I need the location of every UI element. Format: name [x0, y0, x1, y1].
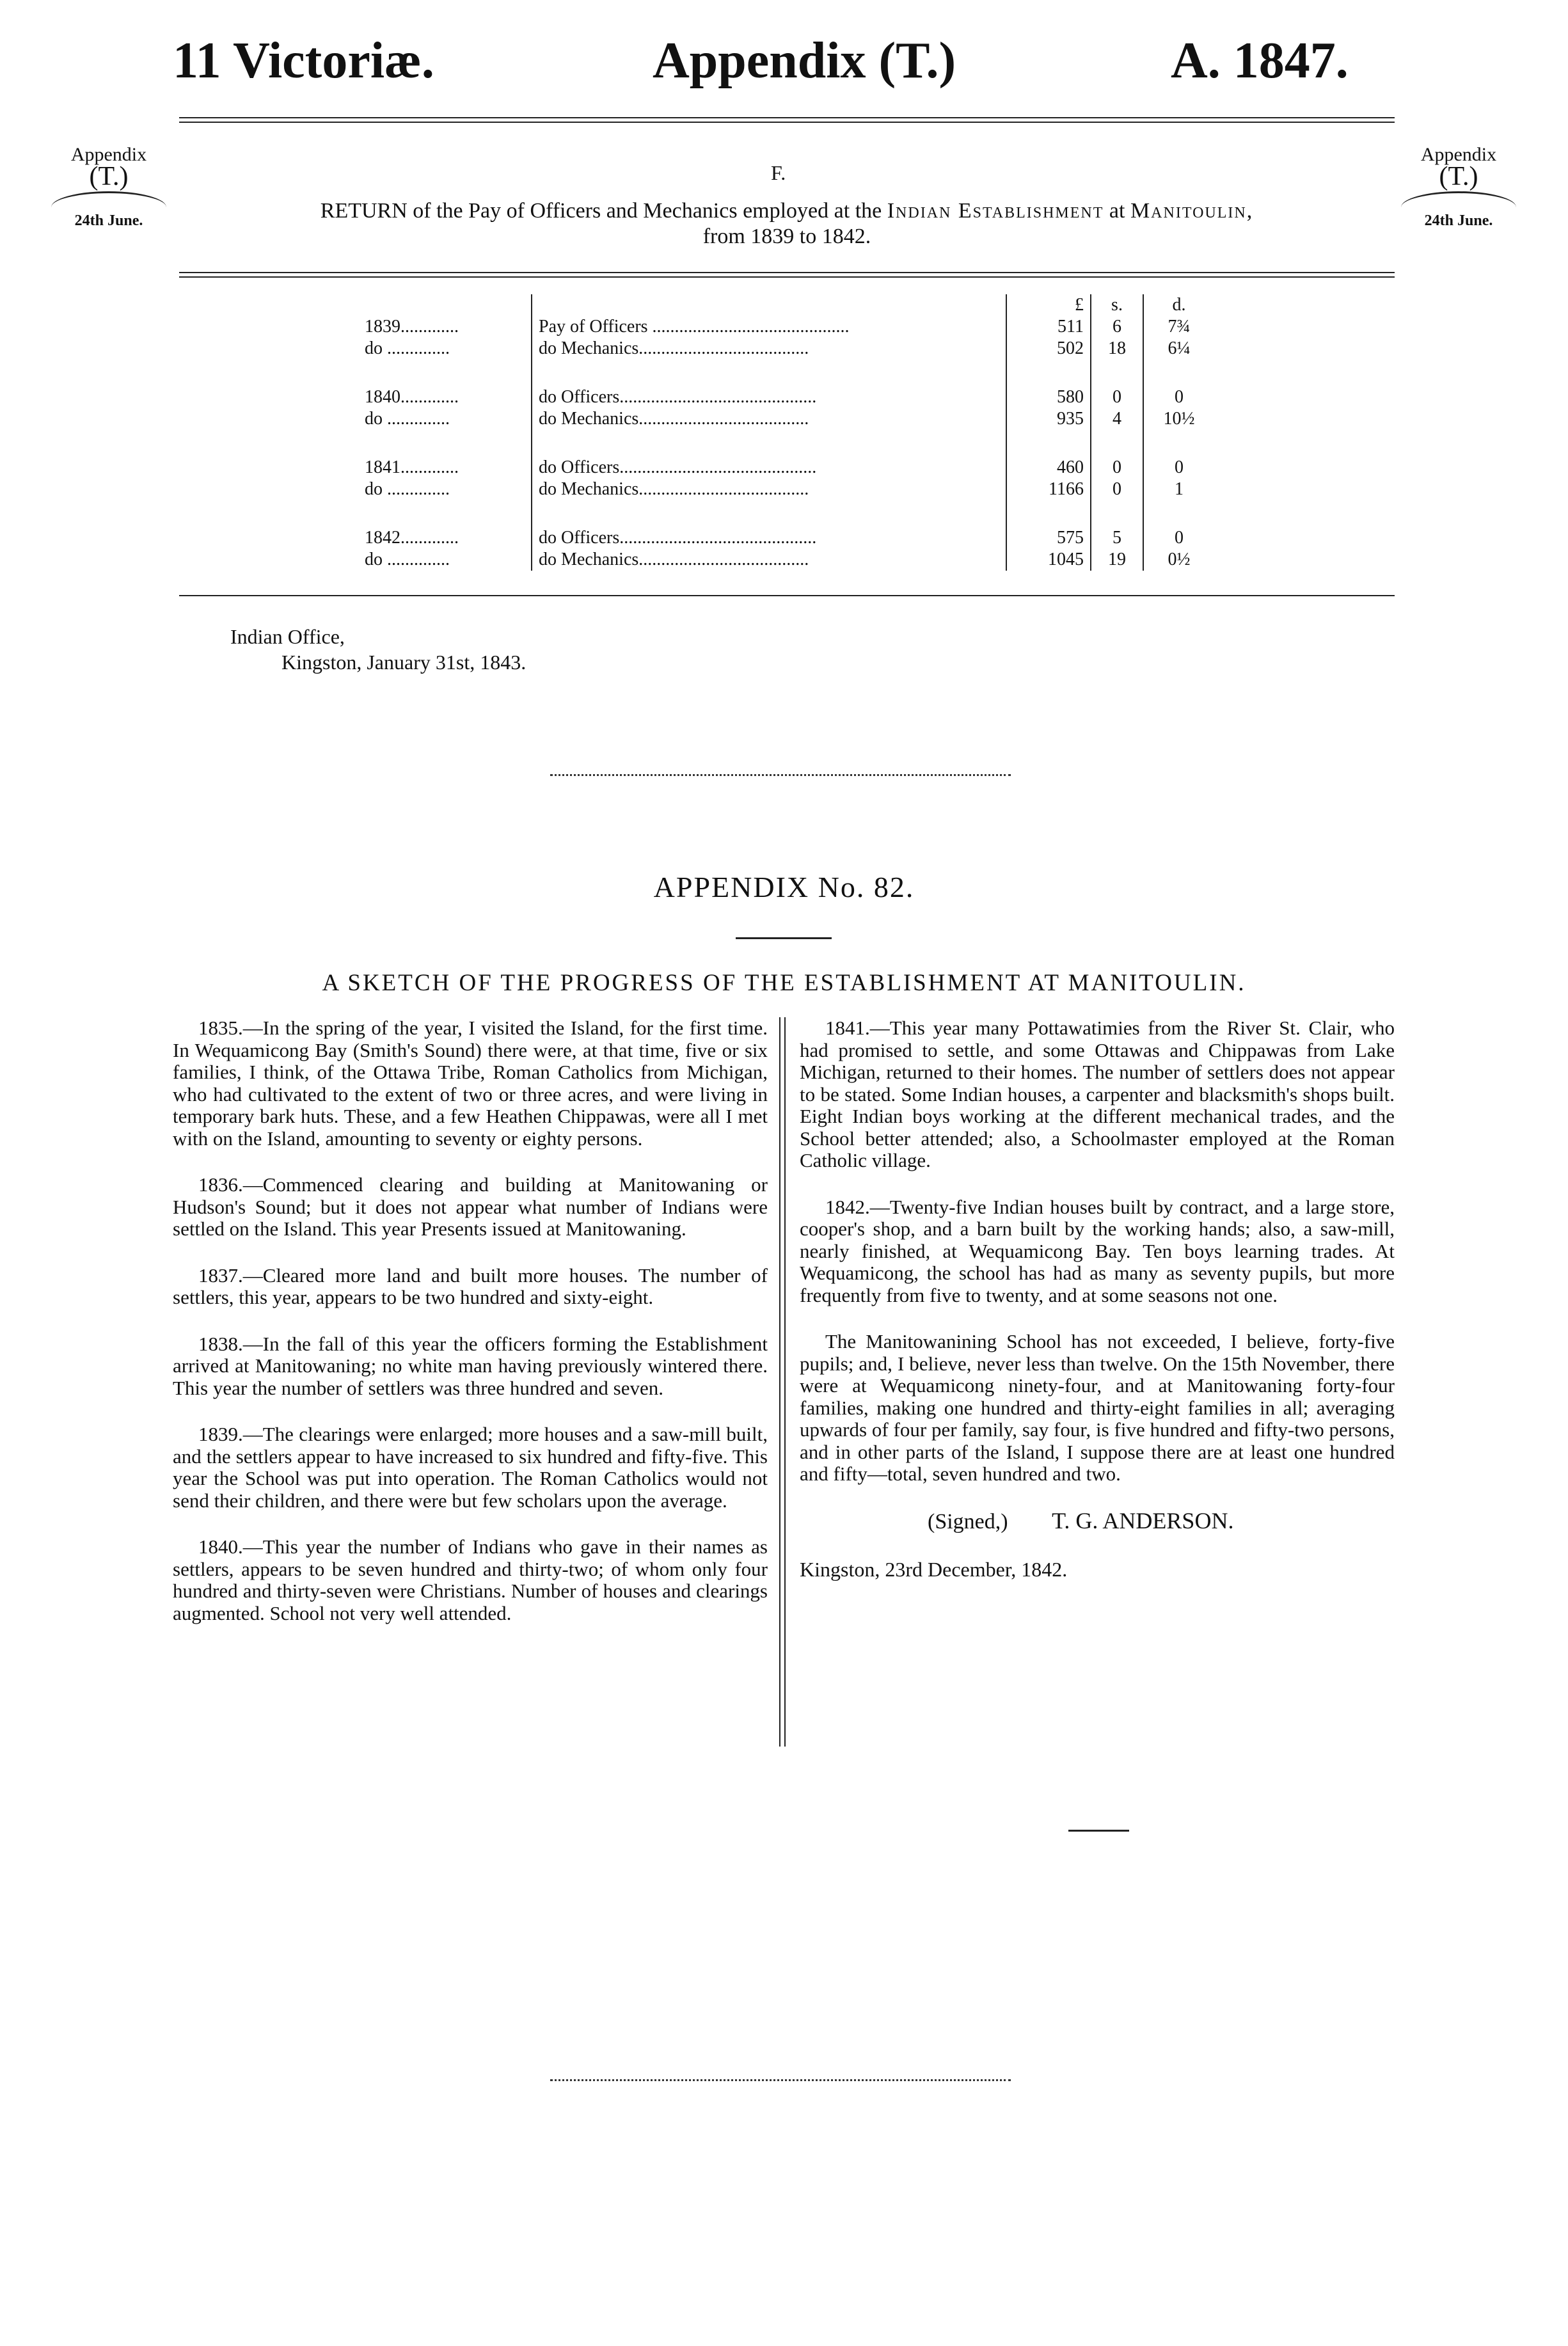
- row-year: do ..............: [365, 409, 450, 429]
- paragraph: 1837.—Cleared more land and built more houses. The number of settlers, this year, appears to be two hundred and sixty-eight.: [173, 1264, 768, 1308]
- row-shillings: 0: [1091, 457, 1143, 479]
- shillings-header: s.: [1091, 294, 1143, 316]
- row-desc: do Officers............................................: [532, 457, 1006, 479]
- margin-note-left: [38, 144, 179, 232]
- row-shillings: 5: [1091, 527, 1143, 549]
- row-shillings: 0: [1091, 479, 1143, 500]
- return-title-text: at: [1104, 199, 1130, 223]
- row-pence: 0: [1175, 528, 1184, 548]
- row-pounds: 935: [1006, 408, 1091, 430]
- sign-place: Kingston, 23rd December, 1842.: [800, 1558, 1068, 1581]
- paragraph: 1840.—This year the number of Indians who gave in their names as settlers, appears to be seven hundred and thirty-two; of whom only four hundred and thirty-seven were Christians. Number of houses and clearings augmented. School not very well attended.: [173, 1535, 768, 1624]
- margin-appendix-letter: (T.): [89, 162, 129, 191]
- paragraph: 1836.—Commenced clearing and building at Manitowaning or Hudson's Sound; but it does not appear what number of Indians were settled on the Island. This year Presents issued at Manitowaning.: [173, 1173, 768, 1240]
- table-row: [358, 408, 1214, 430]
- column-divider: [779, 1017, 786, 1747]
- margin-date: 24th June.: [74, 212, 143, 229]
- paragraph: 1839.—The clearings were enlarged; more houses and a saw-mill built, and the settlers appear to have increased to six hundred and fifty-five. This year the School was put into operation. The Roman Catholics would not send their children, and there were but few scholars upon the average.: [173, 1423, 768, 1512]
- margin-appendix-label: Appendix: [1420, 144, 1497, 165]
- table-row: [358, 479, 1214, 500]
- return-title: [173, 198, 1401, 250]
- right-column: [800, 1017, 1395, 1581]
- row-desc: do Mechanics......................................: [532, 338, 1006, 360]
- row-pence: 0: [1175, 457, 1184, 477]
- row-pence: 0½: [1168, 550, 1191, 569]
- row-year: 1839.............: [365, 317, 459, 337]
- row-pounds: 575: [1006, 527, 1091, 549]
- office-block: [230, 624, 526, 675]
- row-pounds: 502: [1006, 338, 1091, 360]
- signed-label: (Signed,): [928, 1509, 1008, 1534]
- table-top-rule: [179, 272, 1395, 278]
- row-year: 1842.............: [365, 528, 459, 548]
- margin-note-right: [1388, 144, 1529, 232]
- header-left: 11 Victoriæ.: [173, 33, 434, 89]
- row-pence: 6¼: [1168, 338, 1191, 358]
- row-pence: 1: [1175, 479, 1184, 499]
- row-pounds: 580: [1006, 386, 1091, 408]
- pay-table: [358, 294, 1214, 571]
- row-pounds: 1045: [1006, 549, 1091, 571]
- brace-icon: [1401, 191, 1516, 207]
- margin-date: 24th June.: [1424, 212, 1493, 229]
- row-year: 1840.............: [365, 387, 459, 407]
- row-year: do ..............: [365, 479, 450, 499]
- table-row: [358, 316, 1214, 338]
- title-short-rule: [736, 937, 832, 939]
- end-short-rule: [1068, 1830, 1129, 1832]
- table-row: [358, 457, 1214, 479]
- row-shillings: 6: [1091, 316, 1143, 338]
- paragraph: 1835.—In the spring of the year, I visited the Island, for the first time. In Wequamicong Bay (Smith's Sound) there were, at that time, five or six families, I think, of the Ottawa Tribe, Roman Catholics from Michigan, who had cultivated to the extent of two or three acres, and were living in temporary bark huts. These, and a few Heathen Chippawas, were all I met with on the Island, amounting to seventy or eighty persons.: [173, 1017, 768, 1150]
- row-pence: 7¾: [1168, 317, 1191, 337]
- office-line: Indian Office,: [230, 625, 345, 648]
- row-shillings: 4: [1091, 408, 1143, 430]
- row-desc: Pay of Officers ............................................: [532, 316, 1006, 338]
- row-pence: 10½: [1163, 409, 1195, 429]
- ornament-divider: [550, 774, 1011, 776]
- row-pounds: 1166: [1006, 479, 1091, 500]
- row-desc: do Mechanics......................................: [532, 479, 1006, 500]
- paragraph: 1841.—This year many Pottawatimies from the River St. Clair, who had promised to settle, and some Ottawas and Chippawas from Lake Michigan, returned to their homes. The number of settlers does not appear to be stated. Some Indian houses, a carpenter and blacksmith's shops built. Eight Indian boys working at the different mechanical trades, and the School better attended; also, a Schoolmaster employed at the Roman Catholic village.: [800, 1017, 1395, 1171]
- table-row: [358, 338, 1214, 360]
- row-pounds: 460: [1006, 457, 1091, 479]
- row-shillings: 19: [1091, 549, 1143, 571]
- paragraph: The Manitowanining School has not exceeded, I believe, forty-five pupils; and, I believe, never less than twelve. On the 15th November, there were at Wequamicong ninety-four, and at Manitowaning forty-four families, making one hundred and thirty-eight families in all; averaging upwards of four per family, say four, is five hundred and fifty-two persons, and in other parts of the Island, I suppose there are at least one hundred and fifty—total, seven hundred and two.: [800, 1330, 1395, 1485]
- table-row: [358, 549, 1214, 571]
- header-right: A. 1847.: [1171, 33, 1349, 89]
- row-pounds: 511: [1006, 316, 1091, 338]
- office-date: Kingston, January 31st, 1843.: [281, 651, 527, 674]
- signature-line: [928, 1507, 1395, 1534]
- return-title-place: Manitoulin,: [1130, 199, 1254, 223]
- ornament-divider: [550, 2079, 1011, 2081]
- header-center: Appendix (T.): [653, 33, 956, 89]
- return-title-dates: from 1839 to 1842.: [702, 225, 871, 248]
- row-desc: do Officers............................................: [532, 386, 1006, 408]
- section-letter: F.: [771, 161, 786, 184]
- table-row: [358, 386, 1214, 408]
- row-year: 1841.............: [365, 457, 459, 477]
- header-rule: [179, 117, 1395, 123]
- row-pence: 0: [1175, 387, 1184, 407]
- table-header-row: [358, 294, 1214, 316]
- row-shillings: 0: [1091, 386, 1143, 408]
- pounds-header: £: [1006, 294, 1091, 316]
- left-column: [173, 1017, 768, 1649]
- paragraph: 1838.—In the fall of this year the officers forming the Establishment arrived at Manitowaning; no white man having previously wintered there. This year the number of settlers was three hundred and seven.: [173, 1332, 768, 1399]
- signatory-name: T. G. ANDERSON.: [1052, 1507, 1234, 1534]
- table-bottom-rule: [179, 595, 1395, 596]
- margin-appendix-label: Appendix: [70, 144, 147, 165]
- sketch-title: A SKETCH OF THE PROGRESS OF THE ESTABLISHMENT AT MANITOULIN.: [322, 970, 1246, 996]
- return-title-text: RETURN of the Pay of Officers and Mechanics employed at the: [320, 199, 887, 223]
- row-desc: do Mechanics......................................: [532, 408, 1006, 430]
- table-row: [358, 527, 1214, 549]
- margin-appendix-letter: (T.): [1439, 162, 1478, 191]
- row-year: do ..............: [365, 338, 450, 358]
- return-title-place: Indian Establishment: [887, 199, 1104, 223]
- row-year: do ..............: [365, 550, 450, 569]
- pence-header: d.: [1172, 295, 1186, 315]
- row-shillings: 18: [1091, 338, 1143, 360]
- paragraph: 1842.—Twenty-five Indian houses built by contract, and a large store, cooper's shop, and a barn built by the working hands; also, a saw-mill, nearly finished, at Wequamicong Bay. Ten boys learning trades. At Wequamicong, the school has had as many as seventy pupils, but more frequently from five to twenty, and at some seasons not one.: [800, 1195, 1395, 1306]
- appendix-title: APPENDIX No. 82.: [653, 871, 915, 903]
- row-desc: do Officers............................................: [532, 527, 1006, 549]
- row-desc: do Mechanics......................................: [532, 549, 1006, 571]
- brace-icon: [51, 191, 166, 207]
